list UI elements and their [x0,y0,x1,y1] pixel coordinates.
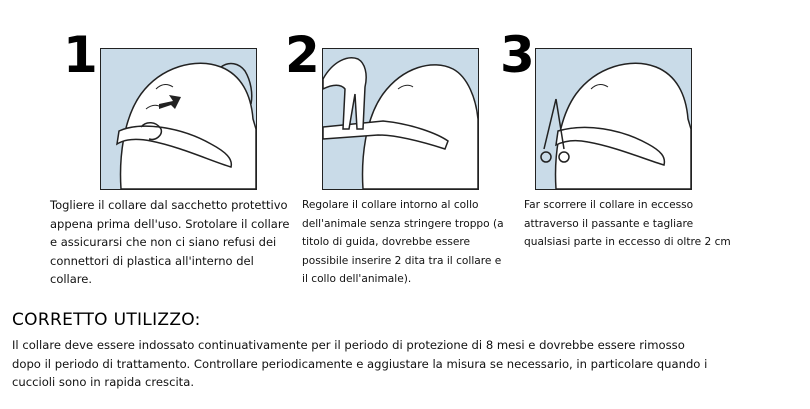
dog-collar-trim-scissors-icon [536,49,691,189]
usage-heading: CORRETTO UTILIZZO: [12,310,201,330]
step-2-illustration [322,48,479,190]
dog-collar-fit-fingers-icon [323,49,478,189]
step-2-number: 2 [285,26,320,84]
dog-collar-remove-icon [101,49,256,189]
step-1-illustration [100,48,257,190]
step-1-caption: Togliere il collare dal sacchetto protettivo appena prima dell'uso. Srotolare il collare e assicurarsi che non ci siano refusi dei connettori di plastica all'interno del collare. [50,198,290,286]
step-1-number: 1 [63,26,98,84]
usage-text: Il collare deve essere indossato continuativamente per il periodo di protezione di 8 mesi e dovrebbe essere rimosso dopo il periodo di trattamento. Controllare periodicamente e aggiustare la misura se necessario, in particolare quando i cuccioli sono in rapida crescita. [12,338,708,389]
step-3-illustration [535,48,692,190]
step-3-number: 3 [500,26,535,84]
step-3-caption: Far scorrere il collare in eccesso attraverso il passante e tagliare qualsiasi parte in eccesso di oltre 2 cm [524,199,731,248]
step-2-caption: Regolare il collare intorno al collo dell'animale senza stringere troppo (a titolo di guida, dovrebbe essere possibile inserire 2 dita tra il collare e il collo dell'animale). [302,199,504,285]
